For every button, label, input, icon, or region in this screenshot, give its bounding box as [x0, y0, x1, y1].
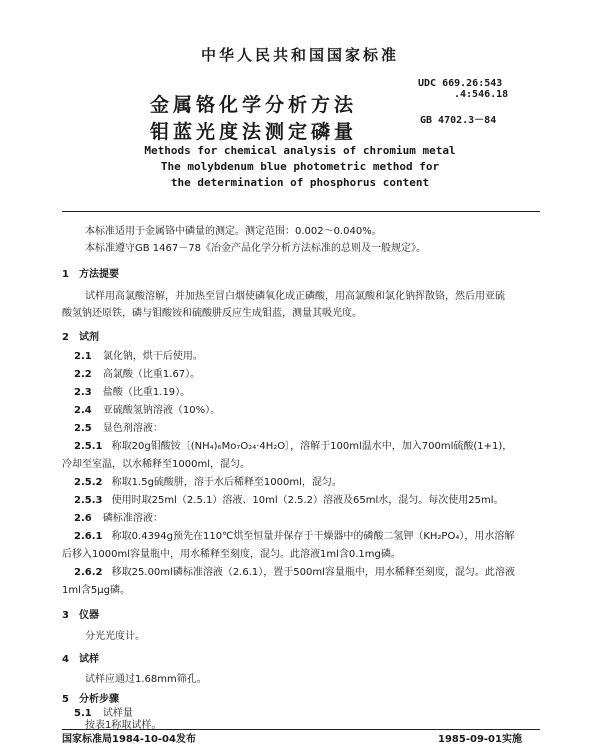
- reagent-2-5-2: [74, 473, 342, 488]
- standard-header: 中华人民共和国国家标准: [200, 46, 399, 64]
- issue-date: 国家标准局1984-10-04发布: [62, 734, 196, 745]
- item-text: 氯化钠，烘干后使用。: [102, 351, 203, 362]
- intro-line1: 本标准适用于金属铬中磷量的测定。测定范围：0.002～0.040%。: [85, 226, 382, 237]
- title-cn-line2: 钼蓝光度法测定磷量: [150, 121, 358, 143]
- reagent-2-6-1: [74, 527, 514, 542]
- reagent-2-5: [74, 419, 163, 434]
- title-en-line3: the determination of phosphorus content: [170, 176, 430, 189]
- section-3-text: 分光光度计。: [85, 631, 145, 642]
- item-text: 试样量: [102, 708, 133, 719]
- step-5-1-line2: 按表1称取试样。: [85, 720, 162, 731]
- reagent-2-4: [74, 401, 220, 416]
- item-number: 2.6: [74, 513, 92, 524]
- reagent-2-5-1-cont: 冷却至室温，以水稀释至1000ml，混匀。: [62, 459, 250, 470]
- gb-number: GB 4702.3－84: [420, 115, 497, 126]
- item-text: 称取1.5g硫酸肼，溶于水后稀释至1000ml，混匀。: [111, 477, 342, 488]
- section-1-title: 1 方法提要: [62, 269, 119, 280]
- section-5-title: 5 分析步骤: [62, 694, 119, 705]
- reagent-2-6-2: [74, 563, 515, 578]
- item-number: 2.5.3: [74, 495, 103, 506]
- item-number: 2.6.1: [74, 531, 103, 542]
- section-1-line1: 试样用高氯酸溶解，并加热至冒白烟使磷氧化成正磷酸，用高氯酸和氯化钠挥散铬，然后用亚硫: [85, 291, 505, 302]
- title-en-line2: The molybdenum blue photometric method for: [160, 160, 440, 173]
- udc-code-line1: UDC 669.26:543: [418, 78, 503, 89]
- reagent-2-5-1: [74, 437, 512, 452]
- reagent-2-6: [74, 509, 163, 524]
- item-text: 亚硫酸氢钠溶液（10%）。: [102, 405, 221, 416]
- title-cn-line1: 金属铬化学分析方法: [150, 94, 358, 116]
- item-number: 2.1: [74, 351, 92, 362]
- header-divider: [62, 211, 540, 212]
- section-3-title: 3 仪器: [62, 610, 99, 621]
- item-text: 移取25.00ml磷标准溶液（2.6.1），置于500ml容量瓶中，用水稀释至刻度，混匀。此溶液: [111, 567, 515, 578]
- item-number: 2.2: [74, 369, 92, 380]
- item-text: 显色剂溶液：: [102, 423, 163, 434]
- item-number: 2.5: [74, 423, 92, 434]
- reagent-2-6-2-cont: 1ml含5μg磷。: [62, 585, 130, 596]
- item-number: 5.1: [74, 708, 92, 719]
- section-4-title: 4 试样: [62, 654, 99, 665]
- reagent-2-1: [74, 347, 203, 362]
- item-number: 2.4: [74, 405, 92, 416]
- section-2-title: 2 试剂: [62, 332, 99, 343]
- effective-date: 1985-09-01实施: [438, 734, 522, 745]
- item-text: 盐酸（比重1.19）。: [102, 387, 191, 398]
- intro-line2: 本标准遵守GB 1467－78《冶金产品化学分析方法标准的总则及一般规定》。: [85, 243, 426, 254]
- item-text: 称取0.4394g预先在110℃烘至恒量并保存于干燥器中的磷酸二氢钾（KH₂PO₄），用水溶解: [111, 531, 515, 542]
- item-text: 称取20g钼酸铵〔(NH₄)₆Mo₇O₂₄·4H₂O〕，溶解于100ml温水中，加入700ml硫酸(1+1)，: [111, 441, 513, 452]
- item-text: 高氯酸（比重1.67）。: [102, 369, 201, 380]
- reagent-2-6-1-cont: 后移入1000ml容量瓶中，用水稀释至刻度，混匀。此溶液1ml含0.1mg磷。: [62, 549, 401, 560]
- item-text: 磷标准溶液：: [102, 513, 163, 524]
- reagent-2-3: [74, 383, 190, 398]
- section-1-line2: 酸氢钠还原铁，磷与钼酸铵和硫酸肼反应生成钼蓝，测量其吸光度。: [62, 308, 362, 319]
- item-number: 2.3: [74, 387, 92, 398]
- item-number: 2.6.2: [74, 567, 103, 578]
- reagent-2-2: [74, 365, 200, 380]
- section-4-text: 试样应通过1.68mm筛孔。: [85, 674, 207, 685]
- reagent-2-5-3: [74, 491, 504, 506]
- udc-code-line2: .4:546.18: [454, 89, 509, 100]
- title-en-line1: Methods for chemical analysis of chromium metal: [144, 144, 456, 157]
- item-number: 2.5.2: [74, 477, 103, 488]
- item-number: 2.5.1: [74, 441, 103, 452]
- item-text: 使用时取25ml（2.5.1）溶液、10ml（2.5.2）溶液及65ml水，混匀。每次使用25ml。: [111, 495, 504, 506]
